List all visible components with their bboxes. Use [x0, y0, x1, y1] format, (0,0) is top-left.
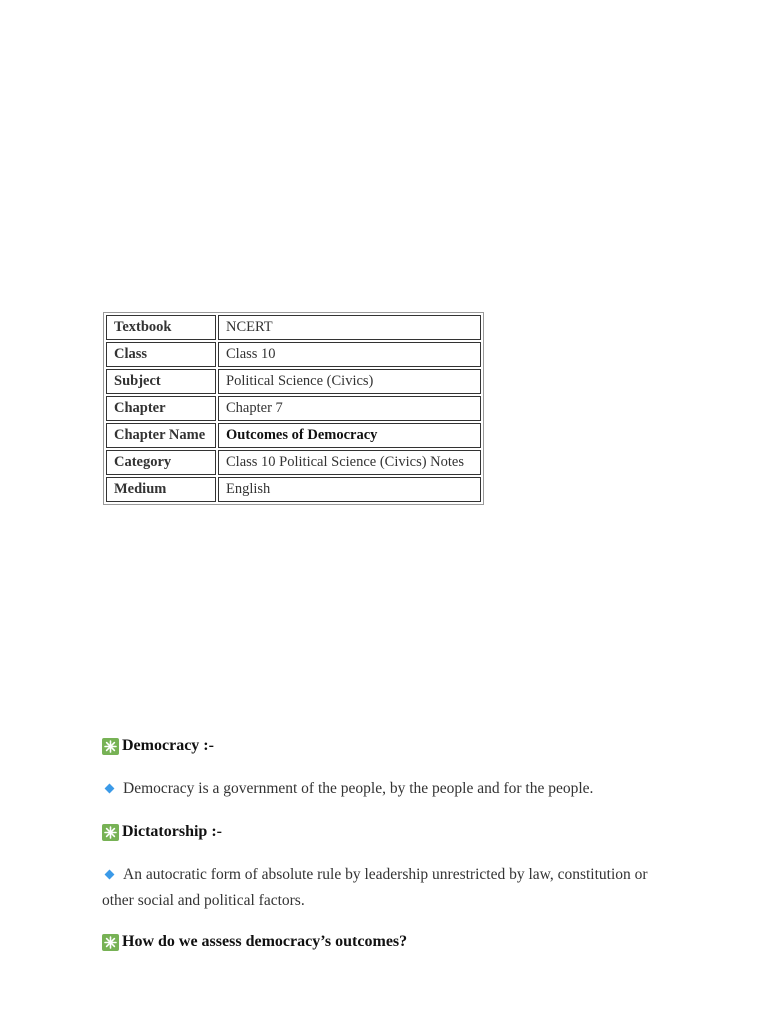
assess-outcomes-heading [102, 933, 407, 951]
blue-diamond-icon [105, 869, 115, 879]
table-value-cell: English [218, 477, 481, 502]
table-row [106, 342, 481, 367]
table-value-cell: Class 10 Political Science (Civics) Notes [218, 450, 481, 475]
paragraph-text: An autocratic form of absolute rule by leadership unrestricted by law, constitution or other social and political factors. [102, 866, 648, 909]
table-value-cell: Chapter 7 [218, 396, 481, 421]
democracy-heading [102, 737, 214, 755]
table-value-cell: Class 10 [218, 342, 481, 367]
table-key-cell: Medium [106, 477, 216, 502]
table-value-cell: Political Science (Civics) [218, 369, 481, 394]
sparkle-icon [102, 824, 119, 841]
sparkle-icon [102, 934, 119, 951]
table-row [106, 369, 481, 394]
table-key-cell: Chapter Name [106, 423, 216, 448]
blue-diamond-icon [105, 783, 115, 793]
book-info-table [103, 312, 484, 505]
section-heading-text: Dictatorship :- [122, 823, 222, 840]
table-key-cell: Category [106, 450, 216, 475]
table-key-cell: Class [106, 342, 216, 367]
table-row [106, 450, 481, 475]
paragraph-text: Democracy is a government of the people, by the people and for the people. [123, 780, 594, 797]
table-key-cell: Chapter [106, 396, 216, 421]
table-value-cell: Outcomes of Democracy [218, 423, 481, 448]
table-row [106, 396, 481, 421]
sparkle-icon [102, 738, 119, 755]
democracy-definition [102, 776, 682, 802]
table-row [106, 423, 481, 448]
table-key-cell: Subject [106, 369, 216, 394]
section-heading-text: Democracy :- [122, 737, 214, 754]
dictatorship-heading [102, 823, 222, 841]
table-row [106, 315, 481, 340]
table-key-cell: Textbook [106, 315, 216, 340]
dictatorship-definition [102, 862, 682, 914]
table-value-cell: NCERT [218, 315, 481, 340]
section-heading-text: How do we assess democracy’s outcomes? [122, 933, 408, 950]
table-row [106, 477, 481, 502]
